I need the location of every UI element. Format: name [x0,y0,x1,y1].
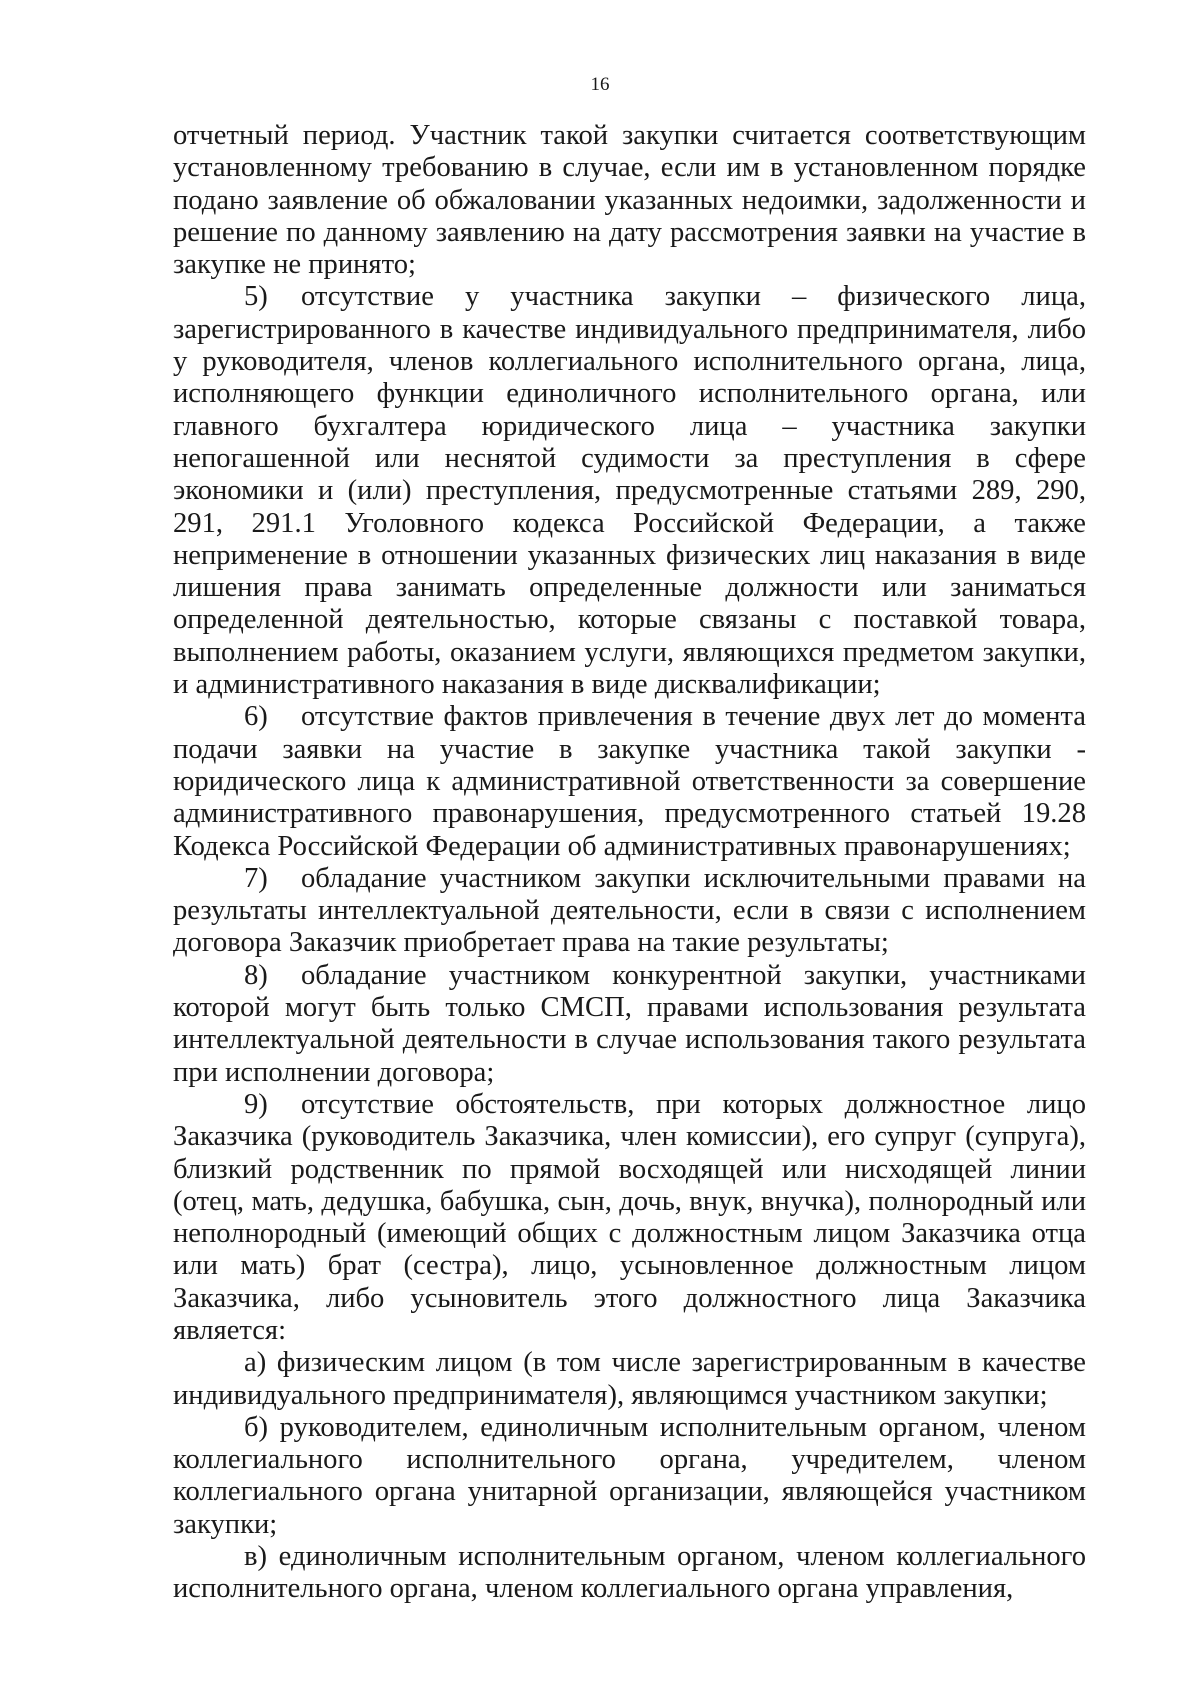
list-item-number: 7) [244,862,268,894]
paragraph-continuation [173,120,1086,281]
list-item-number: 8) [244,959,268,991]
paragraph-text: отчетный период. Участник такой закупки считается соответствующим установленному требованию в случае, если им в установленном порядке подано заявление об обжаловании указанных недоимки, задолженности и решение по данному заявлению на дату рассмотрения заявки на участие в закупке не принято; [173,120,1086,281]
sub-item-v [173,1541,1086,1606]
list-item-6 [173,701,1086,862]
list-item-number: 6) [244,701,268,733]
document-body [173,120,1086,1606]
sub-item-b [173,1412,1086,1541]
sub-item-text: а) физическим лицом (в том числе зарегистрированным в качестве индивидуального предпринимателя), являющимся участником закупки; [173,1347,1086,1411]
list-item-9 [173,1089,1086,1347]
sub-item-text: в) единоличным исполнительным органом, членом коллегиального исполнительного органа, членом коллегиального органа управления, [173,1541,1086,1605]
list-item-text: отсутствие фактов привлечения в течение двух лет до момента подачи заявки на участие в закупке участника такой закупки - юридического лица к административной ответственности за совершение административного правонарушения, предусмотренного статьей 19.28 Кодекса Российской Федерации об административных правонарушениях; [173,701,1086,862]
list-item-8 [173,960,1086,1089]
list-item-text: обладание участником конкурентной закупки, участниками которой могут быть только СМСП, правами использования результата интеллектуальной деятельности в случае использования такого результата при исполнении договора; [173,959,1086,1088]
list-item-5 [173,281,1086,701]
sub-item-text: б) руководителем, единоличным исполнительным органом, членом коллегиального исполнительного органа, учредителем, членом коллегиального органа унитарной организации, являющейся участником закупки; [173,1411,1086,1540]
list-item-text: отсутствие у участника закупки – физического лица, зарегистрированного в качестве индивидуального предпринимателя, либо у руководителя, членов коллегиального исполнительного органа, лица, исполняющего функции единоличного исполнительного органа, или главного бухгалтера юридического лица – участника закупки непогашенной или неснятой судимости за преступления в сфере экономики и (или) преступления, предусмотренные статьями 289, 290, 291, 291.1 Уголовного кодекса Российской Федерации, а также неприменение в отношении указанных физических лиц наказания в виде лишения права занимать определенные должности или заниматься определенной деятельностью, которые связаны с поставкой товара, выполнением работы, оказанием услуги, являющихся предметом закупки, и административного наказания в виде дисквалификации; [173,281,1086,701]
page-number: 16 [590,74,610,95]
sub-item-a [173,1347,1086,1412]
list-item-7 [173,863,1086,960]
list-item-number: 9) [244,1088,268,1120]
list-item-text: отсутствие обстоятельств, при которых должностное лицо Заказчика (руководитель Заказчика, член комиссии), его супруг (супруга), близкий родственник по прямой восходящей или нисходящей линии (отец, мать, дедушка, бабушка, сын, дочь, внук, внучка), полнородный или неполнородный (имеющий общих с должностным лицом Заказчика отца или мать) брат (сестра), лицо, усыновленное должностным лицом Заказчика, либо усыновитель этого должностного лица Заказчика является: [173,1088,1086,1346]
list-item-number: 5) [244,281,268,313]
list-item-text: обладание участником закупки исключительными правами на результаты интеллектуальной деятельности, если в связи с исполнением договора Заказчик приобретает права на такие результаты; [173,862,1086,959]
